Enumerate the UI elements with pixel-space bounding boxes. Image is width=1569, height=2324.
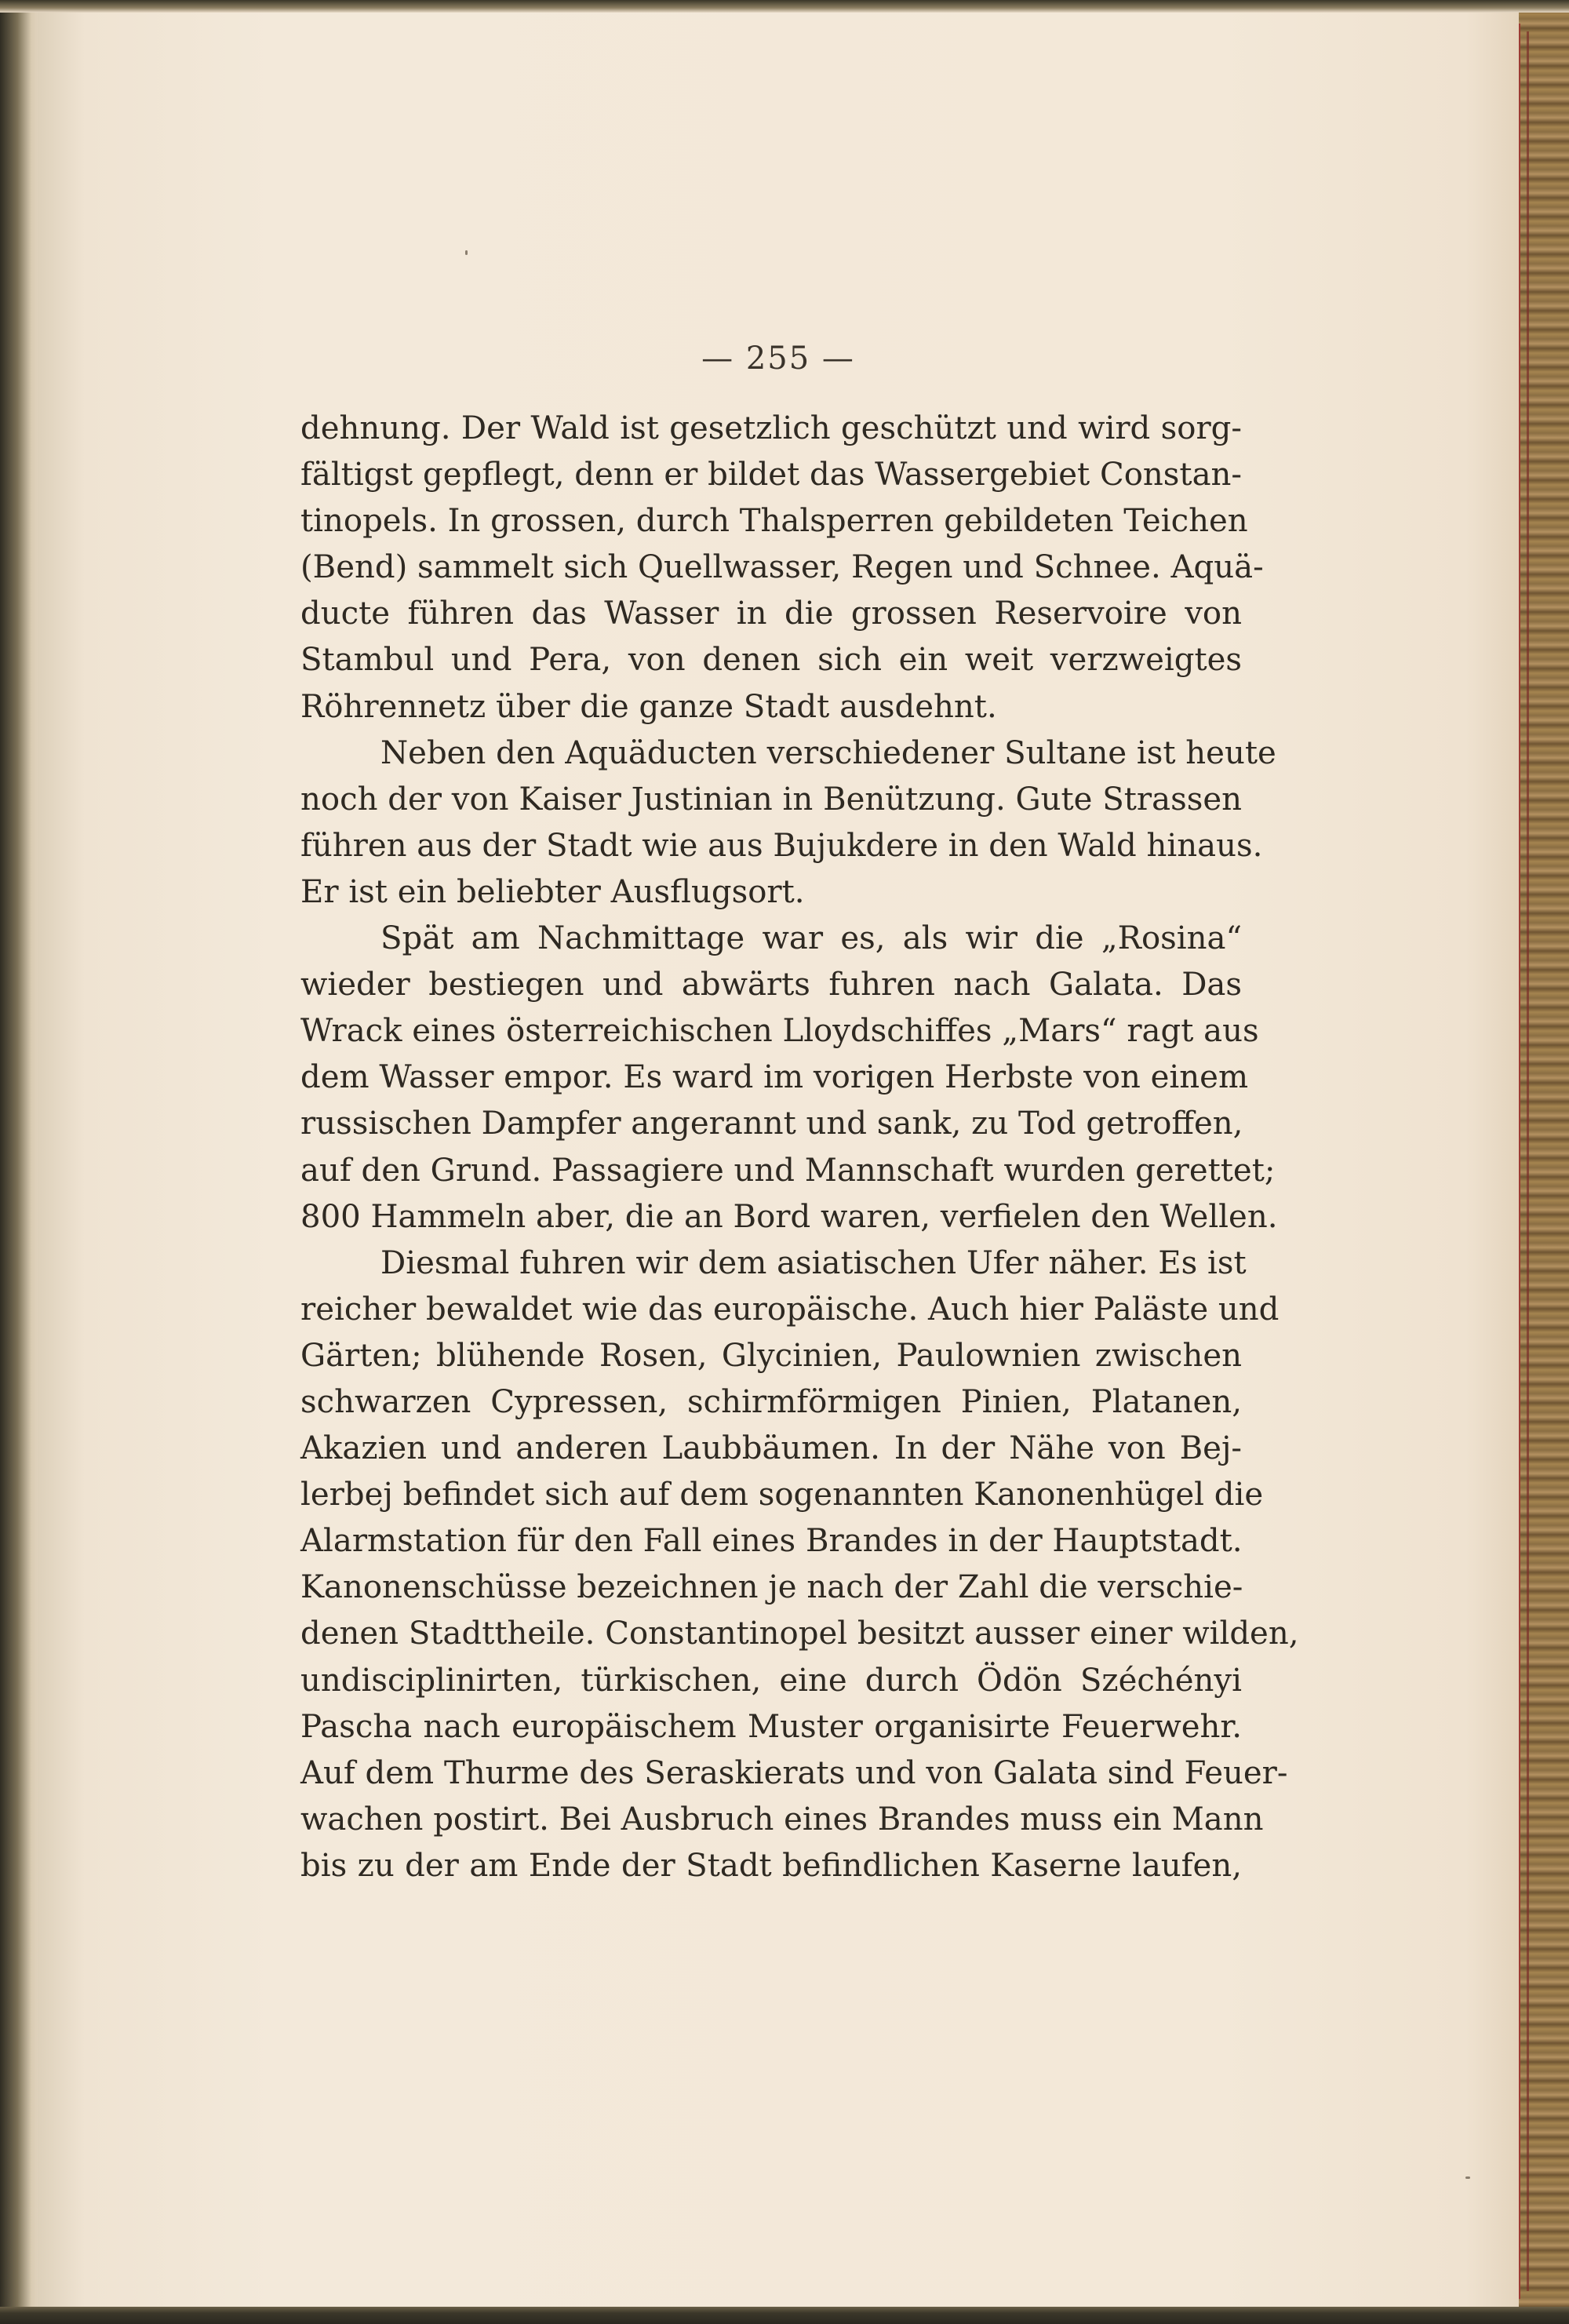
- paper-speck: [1465, 2176, 1470, 2179]
- text-line: noch der von Kaiser Justinian in Benützung. Gute Strassen: [300, 781, 1242, 818]
- text-line: Diesmal fuhren wir dem asiatischen Ufer näher. Es ist: [380, 1244, 1247, 1281]
- text-line: Pascha nach europäischem Muster organisirte Feuerwehr.: [300, 1708, 1242, 1745]
- text-line: führen aus der Stadt wie aus Bujukdere in den Wald hinaus.: [300, 827, 1263, 864]
- text-line: Neben den Aquäducten verschiedener Sultane ist heute: [380, 734, 1276, 771]
- text-line: Er ist ein beliebter Ausflugsort.: [300, 873, 805, 910]
- text-line: wachen postirt. Bei Ausbruch eines Brandes muss ein Mann: [300, 1801, 1264, 1838]
- book-page: [38, 11, 1519, 2313]
- text-line: lerbej befindet sich auf dem sogenannten Kanonenhügel die: [300, 1477, 1264, 1514]
- page-edge-shadow: [1527, 31, 1529, 2291]
- text-line: (Bend) sammelt sich Quellwasser, Regen und Schnee. Aquä-: [300, 549, 1264, 586]
- text-line: dem Wasser empor. Es ward im vorigen Herbste von einem: [300, 1059, 1249, 1096]
- page-number: — 255 —: [701, 341, 855, 377]
- text-line: Alarmstation für den Fall eines Brandes in der Hauptstadt.: [300, 1523, 1243, 1560]
- text-line: schwarzen Cypressen, schirmförmigen Pinien, Platanen,: [300, 1383, 1242, 1420]
- text-line: undisciplinirten, türkischen, eine durch Ödön Széchényi: [300, 1662, 1242, 1699]
- text-line: wieder bestiegen und abwärts fuhren nach Galata. Das: [300, 967, 1242, 1004]
- text-line: Akazien und anderen Laubbäumen. In der Nähe von Bej-: [300, 1430, 1242, 1467]
- text-line: russischen Dampfer angerannt und sank, zu Tod getroffen,: [300, 1106, 1243, 1142]
- paper-speck: [465, 250, 468, 255]
- bottom-edge: [0, 2307, 1569, 2324]
- text-line: Wrack eines österreichischen Lloydschiffes „Mars“ ragt aus: [300, 1013, 1259, 1050]
- text-line: fältigst gepflegt, denn er bildet das Wassergebiet Constan-: [300, 457, 1242, 494]
- text-line: reicher bewaldet wie das europäische. Auch hier Paläste und: [300, 1291, 1280, 1328]
- text-line: Stambul und Pera, von denen sich ein weit verzweigtes: [300, 642, 1242, 679]
- top-edge: [0, 0, 1569, 13]
- text-line: Gärten; blühende Rosen, Glycinien, Paulownien zwischen: [300, 1337, 1242, 1374]
- text-line: Röhrennetz über die ganze Stadt ausdehnt.: [300, 688, 997, 725]
- body-text: [300, 406, 1299, 1889]
- text-line: bis zu der am Ende der Stadt befindlichen Kaserne laufen,: [300, 1847, 1242, 1884]
- text-line: dehnung. Der Wald ist gesetzlich geschützt und wird sorg-: [300, 410, 1242, 446]
- text-line: auf den Grund. Passagiere und Mannschaft wurden gerettet;: [300, 1152, 1276, 1189]
- text-line: denen Stadttheile. Constantinopel besitzt ausser einer wilden,: [300, 1616, 1299, 1652]
- text-line: Kanonenschüsse bezeichnen je nach der Zahl die verschie-: [300, 1569, 1243, 1606]
- text-line: Spät am Nachmittage war es, als wir die „Rosina“: [380, 920, 1242, 957]
- text-line: ducte führen das Wasser in die grossen Reservoire von: [300, 596, 1242, 632]
- text-line: Auf dem Thurme des Seraskierats und von Galata sind Feuer-: [300, 1754, 1288, 1791]
- text-line: 800 Hammeln aber, die an Bord waren, verfielen den Wellen.: [300, 1198, 1278, 1235]
- text-line: tinopels. In grossen, durch Thalsperren gebildeten Teichen: [300, 503, 1248, 540]
